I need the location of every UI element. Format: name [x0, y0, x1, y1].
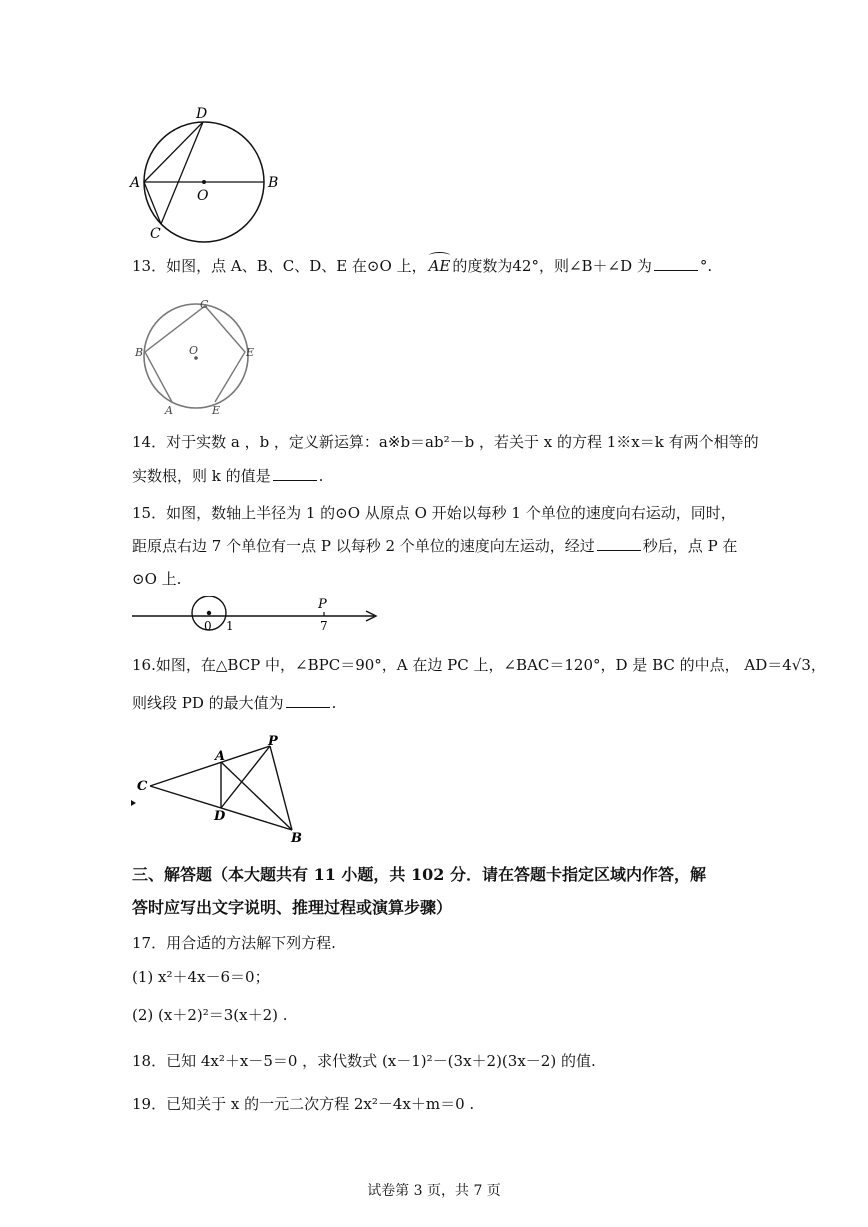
arc-mark — [429, 252, 451, 259]
label-o2: O — [189, 344, 199, 357]
q14-blank[interactable] — [273, 466, 317, 481]
q13-middle: 的度数为42°，则∠B＋∠D 为 — [452, 257, 652, 275]
label-o: O — [197, 188, 209, 204]
label-c2: C — [200, 298, 209, 311]
question-15-line2 — [132, 536, 737, 556]
q13-tail: °. — [699, 257, 713, 275]
segment-ab — [221, 762, 292, 830]
center-dot — [202, 180, 206, 184]
question-17-item2: (2) (x＋2)²＝3(x＋2) . — [132, 1006, 288, 1024]
q13-arc-label: AE — [428, 257, 451, 275]
q14-line2-post: . — [318, 467, 324, 485]
figure-circle-bcea — [134, 296, 264, 420]
segment-pd — [221, 746, 270, 808]
section-3-header-line2: 答时应写出文字说明、推理过程或演算步骤） — [132, 898, 453, 917]
q13-text: 13．如图，点 A、B、C、D、E 在⊙O 上， — [132, 257, 427, 275]
q13-blank[interactable] — [654, 256, 698, 271]
origin-dot — [207, 611, 211, 615]
figure-number-line — [130, 596, 382, 636]
question-16-line1: 16.如图，在△BCP 中，∠BPC＝90°，A 在边 PC 上，∠BAC＝120°，D 是 BC 的中点， AD＝4√3， — [132, 656, 826, 674]
q16-line2-pre: 则线段 PD 的最大值为 — [132, 694, 284, 712]
q15-line2-pre: 距原点右边 7 个单位有一点 P 以每秒 2 个单位的速度向左运动，经过 — [132, 537, 595, 555]
chord-cd — [161, 122, 203, 224]
q16-blank[interactable] — [286, 693, 330, 708]
label-b: B — [268, 175, 279, 191]
question-19: 19．已知关于 x 的一元二次方程 2x²－4x＋m＝0 . — [132, 1095, 475, 1113]
label-b4: B — [291, 831, 302, 846]
question-17-title: 17．用合适的方法解下列方程. — [132, 934, 336, 952]
label-b2: B — [135, 346, 144, 359]
label-d: D — [196, 106, 208, 122]
label-e2-bottom: E — [212, 404, 221, 417]
question-18: 18．已知 4x²＋x－5＝0 ，求代数式 (x－1)²－(3x＋2)(3x－2) 的值. — [132, 1052, 596, 1070]
label-one: 1 — [226, 619, 234, 633]
q15-blank[interactable] — [597, 536, 641, 551]
question-14-line1: 14．对于实数 a ，b ，定义新运算：a※b＝ab²－b ，若关于 x 的方程 1※x＝k 有两个相等的 — [132, 433, 759, 451]
q14-line2-pre: 实数根，则 k 的值是 — [132, 467, 271, 485]
page-footer: 试卷第 3 页，共 7 页 — [367, 1183, 501, 1199]
section-3-header-line1: 三、解答题（本大题共有 11 小题，共 102 分．请在答题卡指定区域内作答，解 — [132, 865, 706, 884]
question-13 — [132, 256, 712, 276]
side-cp — [150, 746, 270, 786]
q13-arc — [429, 256, 451, 276]
q16-line2-post: . — [331, 694, 337, 712]
label-a: A — [130, 175, 141, 191]
question-15-line3: ⊙O 上. — [132, 570, 182, 588]
label-a4: A — [215, 749, 226, 764]
label-seven: 7 — [320, 619, 328, 633]
question-14-line2 — [132, 466, 323, 486]
stray-mark — [131, 800, 136, 806]
label-p4: P — [268, 734, 278, 749]
label-c4: C — [137, 779, 148, 794]
question-17-item1: (1) x²＋4x－6＝0； — [132, 968, 270, 986]
question-15-line1: 15．如图，数轴上半径为 1 的⊙O 从原点 O 开始以每秒 1 个单位的速度向右运动，同时， — [132, 504, 736, 522]
q15-line2-post: 秒后，点 P 在 — [642, 537, 738, 555]
label-e2-right: E — [246, 346, 255, 359]
chord-ac — [144, 182, 161, 224]
side-pb — [270, 746, 292, 830]
label-c: C — [150, 226, 161, 242]
question-16-line2 — [132, 693, 336, 713]
label-d4: D — [214, 809, 226, 824]
label-p3: P — [318, 597, 327, 612]
label-a2: A — [165, 404, 173, 417]
figure-circle-abcd — [128, 104, 288, 244]
label-zero: 0 — [204, 619, 212, 633]
figure-triangle-bcp — [128, 734, 308, 846]
